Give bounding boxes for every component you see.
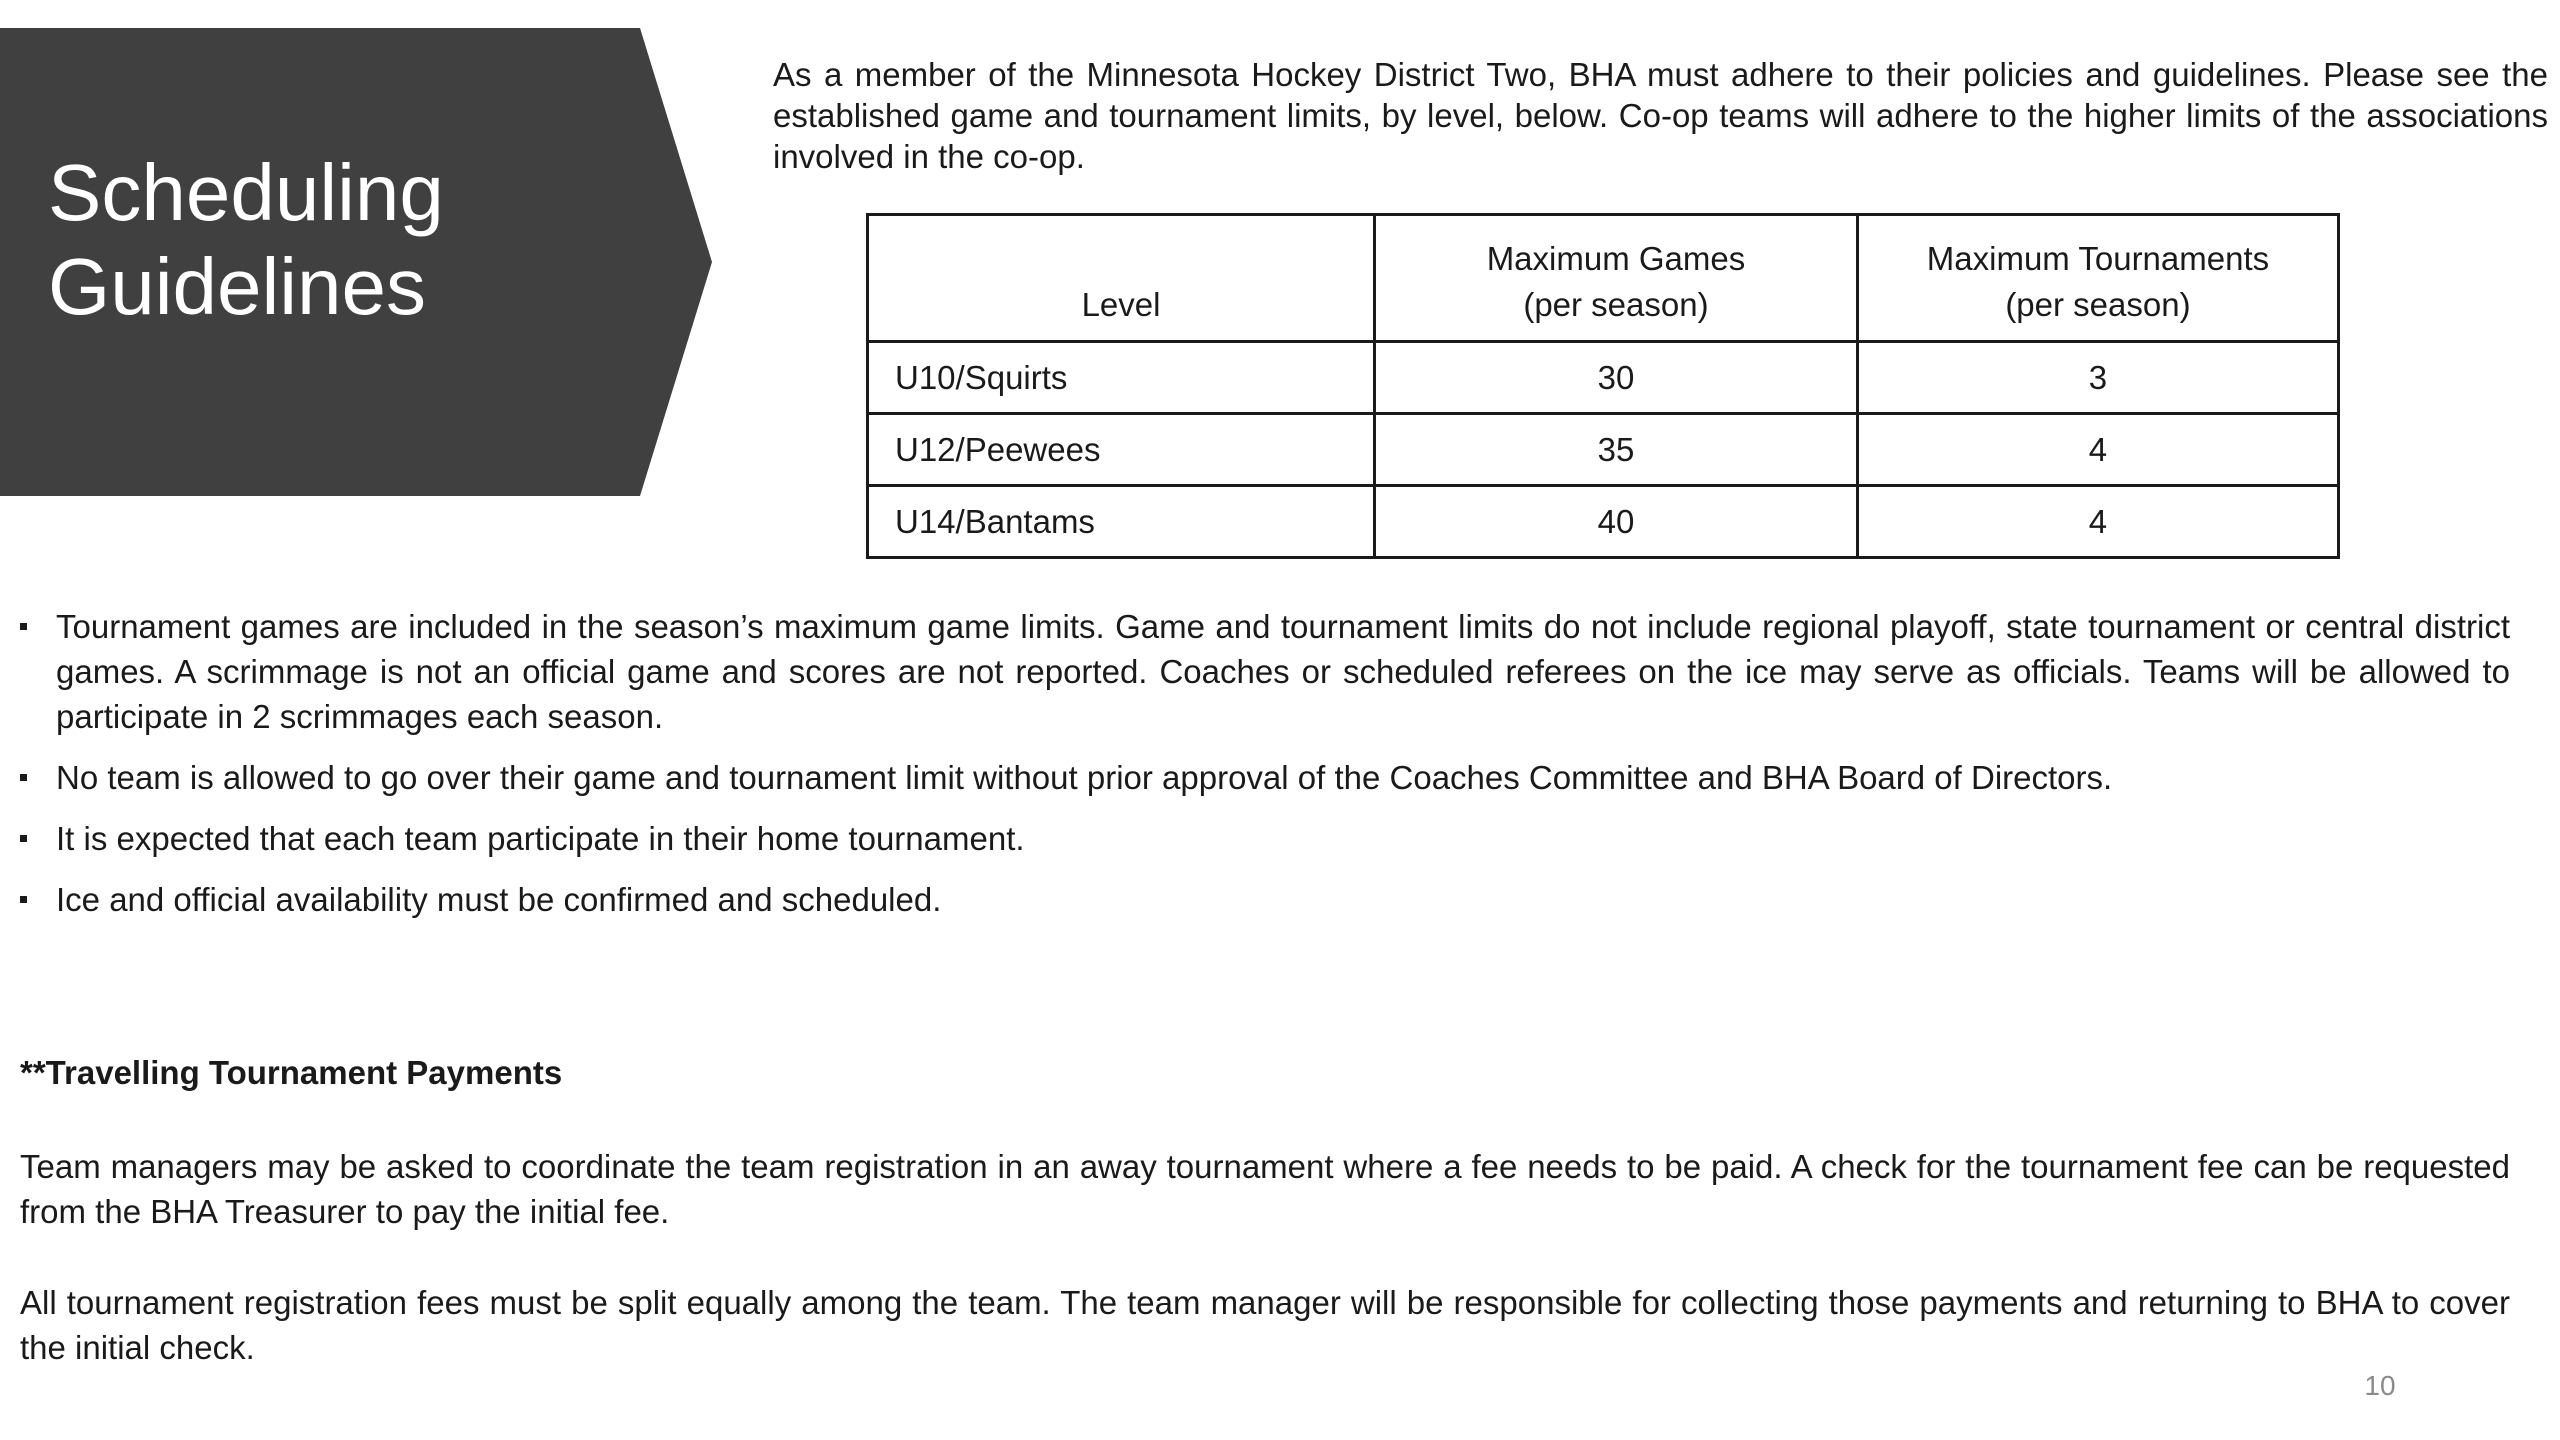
page-number: 10 <box>2364 1370 2396 1401</box>
cell-max-games: 40 <box>1375 486 1858 558</box>
page-title <box>48 146 608 334</box>
cell-max-tournaments: 3 <box>1857 342 2338 414</box>
intro-paragraph: As a member of the Minnesota Hockey District Two, BHA must adhere to their policies and guidelines. Please see the established game and tournament limits, by level, below. Co-op teams will adhere to the higher limits of the associations involved in the co-op. <box>773 56 2548 175</box>
cell-max-games: 30 <box>1375 342 1858 414</box>
table-row <box>868 414 2339 486</box>
list-item <box>20 604 2510 739</box>
header-max-games-line-1: Maximum Games <box>1486 240 1746 277</box>
cell-level: U10/Squirts <box>868 342 1375 414</box>
header-level <box>868 215 1375 342</box>
list-item <box>20 816 2510 861</box>
bullet-icon <box>20 623 27 630</box>
table-row <box>868 342 2339 414</box>
bullet-icon <box>20 896 27 903</box>
header-level-label: Level <box>1081 286 1161 323</box>
cell-max-games: 35 <box>1375 414 1858 486</box>
cell-max-tournaments: 4 <box>1857 414 2338 486</box>
cell-level: U14/Bantams <box>868 486 1375 558</box>
payments-paragraph-1: Team managers may be asked to coordinate the team registration in an away tournament where a fee needs to be paid. A check for the tournament fee can be requested from the BHA Treasurer to pay the initial fee. <box>20 1148 2510 1230</box>
header-max-tournaments-line-2: (per season) <box>2005 286 2191 323</box>
header-max-games-line-2: (per season) <box>1523 286 1709 323</box>
header-max-tournaments <box>1857 215 2338 342</box>
list-item <box>20 755 2510 800</box>
payments-heading: **Travelling Tournament Payments <box>20 1054 563 1091</box>
table-header-row <box>868 215 2339 342</box>
table-row <box>868 486 2339 558</box>
header-max-tournaments-line-1: Maximum Tournaments <box>1926 240 2270 277</box>
payments-paragraph-2: All tournament registration fees must be split equally among the team. The team manager will be responsible for collecting those payments and returning to BHA to cover the initial check. <box>20 1284 2510 1366</box>
header-max-games <box>1375 215 1858 342</box>
guidelines-list <box>20 604 2510 938</box>
cell-max-tournaments: 4 <box>1857 486 2338 558</box>
limits-table <box>866 213 2340 559</box>
list-item-text: Tournament games are included in the season’s maximum game limits. Game and tournament limits do not include regional playoff, state tournament or central district games. A scrimmage is not an official game and scores are not reported. Coaches or scheduled referees on the ice may serve as officials. Teams will be allowed to participate in 2 scrimmages each season. <box>56 608 2510 735</box>
cell-level: U12/Peewees <box>868 414 1375 486</box>
list-item-text: It is expected that each team participate in their home tournament. <box>56 820 1025 857</box>
bullet-icon <box>20 774 27 781</box>
bullet-icon <box>20 835 27 842</box>
list-item-text: Ice and official availability must be confirmed and scheduled. <box>56 881 942 918</box>
list-item <box>20 877 2510 922</box>
page-title-line-1: Scheduling <box>48 148 444 237</box>
page-title-line-2: Guidelines <box>48 242 427 331</box>
list-item-text: No team is allowed to go over their game and tournament limit without prior approval of the Coaches Committee and BHA Board of Directors. <box>56 759 2113 796</box>
